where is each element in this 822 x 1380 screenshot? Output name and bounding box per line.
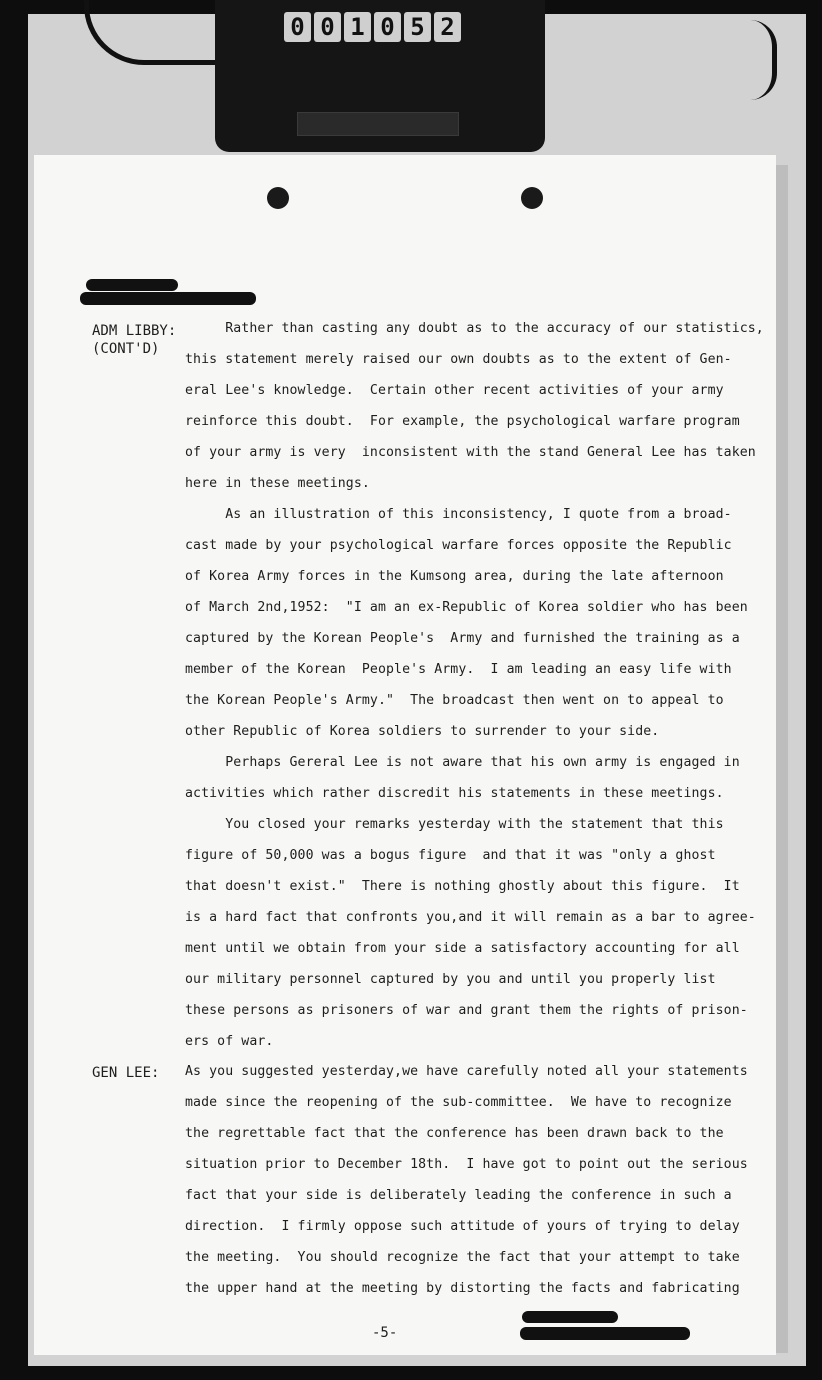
speaker-label-cont: (CONT'D) xyxy=(92,341,160,357)
text-line: Rather than casting any doubt as to the accuracy of our statistics, xyxy=(185,321,764,336)
text-line: of your army is very inconsistent with the stand General Lee has taken xyxy=(185,445,756,460)
text-line: activities which rather discredit his statements in these meetings. xyxy=(185,786,724,801)
text-line: You closed your remarks yesterday with the statement that this xyxy=(185,817,724,832)
text-line: member of the Korean People's Army. I am leading an easy life with xyxy=(185,662,732,677)
text-line: these persons as prisoners of war and grant them the rights of prison- xyxy=(185,1003,748,1018)
paper-edge xyxy=(776,165,788,1353)
text-line: of March 2nd,1952: "I am an ex-Republic of Korea soldier who has been xyxy=(185,600,748,615)
page-number: -5- xyxy=(372,1325,398,1341)
speaker-label: GEN LEE: xyxy=(92,1065,160,1081)
counter-digit: 2 xyxy=(434,12,461,42)
text-line: As you suggested yesterday,we have carefully noted all your statements xyxy=(185,1064,748,1079)
text-line: of Korea Army forces in the Kumsong area, during the late afternoon xyxy=(185,569,724,584)
redaction-bar xyxy=(520,1327,690,1340)
text-line: the upper hand at the meeting by distorting the facts and fabricating xyxy=(185,1281,740,1296)
text-line: figure of 50,000 was a bogus figure and that it was "only a ghost xyxy=(185,848,716,863)
counter-slot xyxy=(297,112,459,136)
punch-hole-left xyxy=(267,187,289,209)
counter-digit: 0 xyxy=(284,12,311,42)
text-line: cast made by your psychological warfare forces opposite the Republic xyxy=(185,538,732,553)
text-line: Perhaps Gereral Lee is not aware that his own army is engaged in xyxy=(185,755,740,770)
text-line: our military personnel captured by you and until you properly list xyxy=(185,972,716,987)
text-line: eral Lee's knowledge. Certain other recent activities of your army xyxy=(185,383,724,398)
text-line: here in these meetings. xyxy=(185,476,370,491)
text-line: situation prior to December 18th. I have got to point out the serious xyxy=(185,1157,748,1172)
counter-digit: 0 xyxy=(314,12,341,42)
text-line: the meeting. You should recognize the fact that your attempt to take xyxy=(185,1250,740,1265)
punch-hole-right xyxy=(521,187,543,209)
text-line: that doesn't exist." There is nothing ghostly about this figure. It xyxy=(185,879,740,894)
text-line: other Republic of Korea soldiers to surrender to your side. xyxy=(185,724,660,739)
frame-counter xyxy=(284,12,461,42)
counter-digit: 5 xyxy=(404,12,431,42)
text-line: is a hard fact that confronts you,and it will remain as a bar to agree- xyxy=(185,910,756,925)
redaction-bar xyxy=(522,1311,618,1323)
redaction-bar xyxy=(80,292,256,305)
text-line: this statement merely raised our own doubts as to the extent of Gen- xyxy=(185,352,732,367)
text-line: fact that your side is deliberately leading the conference in such a xyxy=(185,1188,732,1203)
text-line: As an illustration of this inconsistency, I quote from a broad- xyxy=(185,507,732,522)
speaker-label: ADM LIBBY: xyxy=(92,323,177,339)
text-line: captured by the Korean People's Army and furnished the training as a xyxy=(185,631,740,646)
text-line: the Korean People's Army." The broadcast then went on to appeal to xyxy=(185,693,724,708)
counter-digit: 0 xyxy=(374,12,401,42)
text-line: the regrettable fact that the conference has been drawn back to the xyxy=(185,1126,724,1141)
text-line: ment until we obtain from your side a satisfactory accounting for all xyxy=(185,941,740,956)
redaction-bar xyxy=(86,279,178,291)
text-line: made since the reopening of the sub-committee. We have to recognize xyxy=(185,1095,732,1110)
text-line: reinforce this doubt. For example, the psychological warfare program xyxy=(185,414,740,429)
text-line: ers of war. xyxy=(185,1034,274,1049)
text-line: direction. I firmly oppose such attitude of yours of trying to delay xyxy=(185,1219,740,1234)
counter-digit: 1 xyxy=(344,12,371,42)
